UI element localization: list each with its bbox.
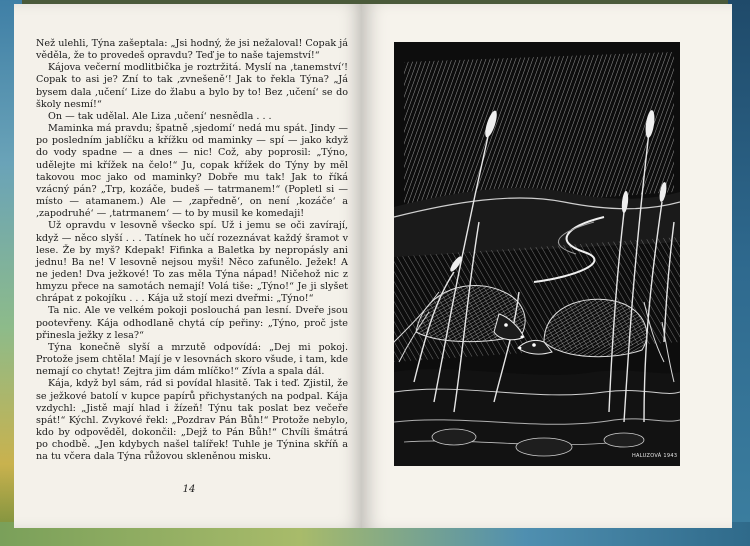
paragraph: On — tak udělal. Ale Liza ‚učení‘ nesnědla . . . <box>48 110 272 122</box>
woodcut-svg <box>394 42 680 466</box>
paragraph: Kája, když byl sám, rád si povídal hlasitě. Tak i teď. Zjistil, že se ježkové batolí v kupce papírů přichystaných na podpal. Kája vzdychl: „Jistě mají hlad i žízeň! Týnu tak poslat bez večeře spát!“ Kýchl. Zvykové řekl: „Pozdrav Pán Bůh!“ Protože nebylo, kdo by odpověděl, dokončil: „Dejž to Pán Bůh!“ Chvíli šmátrá po chodbě. „Jen kdybych našel talířek! Tuhle je Týnina skříň a na tu včera dala Týna růžovou skleněnou misku. <box>36 378 348 463</box>
paragraph: Než ulehli, Týna zašeptala: „Jsi hodný, že jsi nežaloval! Copak já věděla, že to provedeš opravdu? Teď je to naše tajemství!“ <box>36 38 348 62</box>
page-text <box>36 38 348 463</box>
paragraph: Ta nic. Ale ve velkém pokoji poslouchá pan lesní. Dveře jsou pootevřeny. Kája odhodlaně chytá cíp peřiny: „Týno, proč jste přinesla ježky z lesa?“ <box>36 305 348 341</box>
paragraph: Týna konečně slyší a mrzutě odpovídá: „Dej mi pokoj. Protože jsem chtěla! Mají je v lesovnách skoro všude, i tam, kde nemají co chytat! Zejtra jim dám mlíčko!“ Zívla a spala dál. <box>36 341 348 378</box>
left-page <box>14 4 364 528</box>
paragraph: Už opravdu v lesovně všecko spí. Už i jemu se oči zavírají, když — něco slyší . . . Tatínek ho učí rozeznávat každý šramot v lese. Že by myš? Kdepak! Fifinka a Baletka by nepropásly ani jednu! Ba ne! V lesovně nejsou myši! Něco zafunělo. Ježek! A ne jeden! Dva ježkové! To zas měla Týna nápad! Ničehož nic z hmyzu přece na samotách nemají! Volá tiše: „Týno!“ Je ji slyšet chrápat z pokojíku . . . Kája už stojí mezi dveřmi: „Týno!“ <box>36 220 348 305</box>
page-number: 14 <box>182 484 196 495</box>
paragraph: Maminka má pravdu; špatně ‚sjedomí‘ nedá mu spát. Jindy — po posledním jablíčku a křížku od maminky — spí — jako když do vody spadne — a dnes — nic! Což, aby poprosil: „Týno, udělejte mi křížek na čelo!“ Ju, copak křížek do Týny by měl takovou moc jako od maminky? Dobře mu tak! Jak to říká vzácný pán? „Trp, kozáče, budeš — tatrmanem!“ (Popletl si — místo — atamanem.) Ale — ‚zapředně‘, on není ‚kozáče‘ a ‚zapodruhé‘ — ‚tatrmanem‘ — to by musil ke komedaji! <box>36 123 348 220</box>
right-page <box>362 4 732 528</box>
hedgehogs-woodcut-illustration <box>394 42 680 466</box>
paragraph: Kájova večerní modlitbička je roztržitá. Myslí na ‚tanemství‘! Copak to asi je? Zní to tak ‚zvnešeně‘! Jak to řekla Týna? „Já bysem dala ‚učení‘ Lize do žlabu a bylo by to! Bez ‚učení‘ se do školy nesmí!“ <box>36 62 348 110</box>
artist-signature: HALUZOVÁ 1943 <box>632 453 678 459</box>
